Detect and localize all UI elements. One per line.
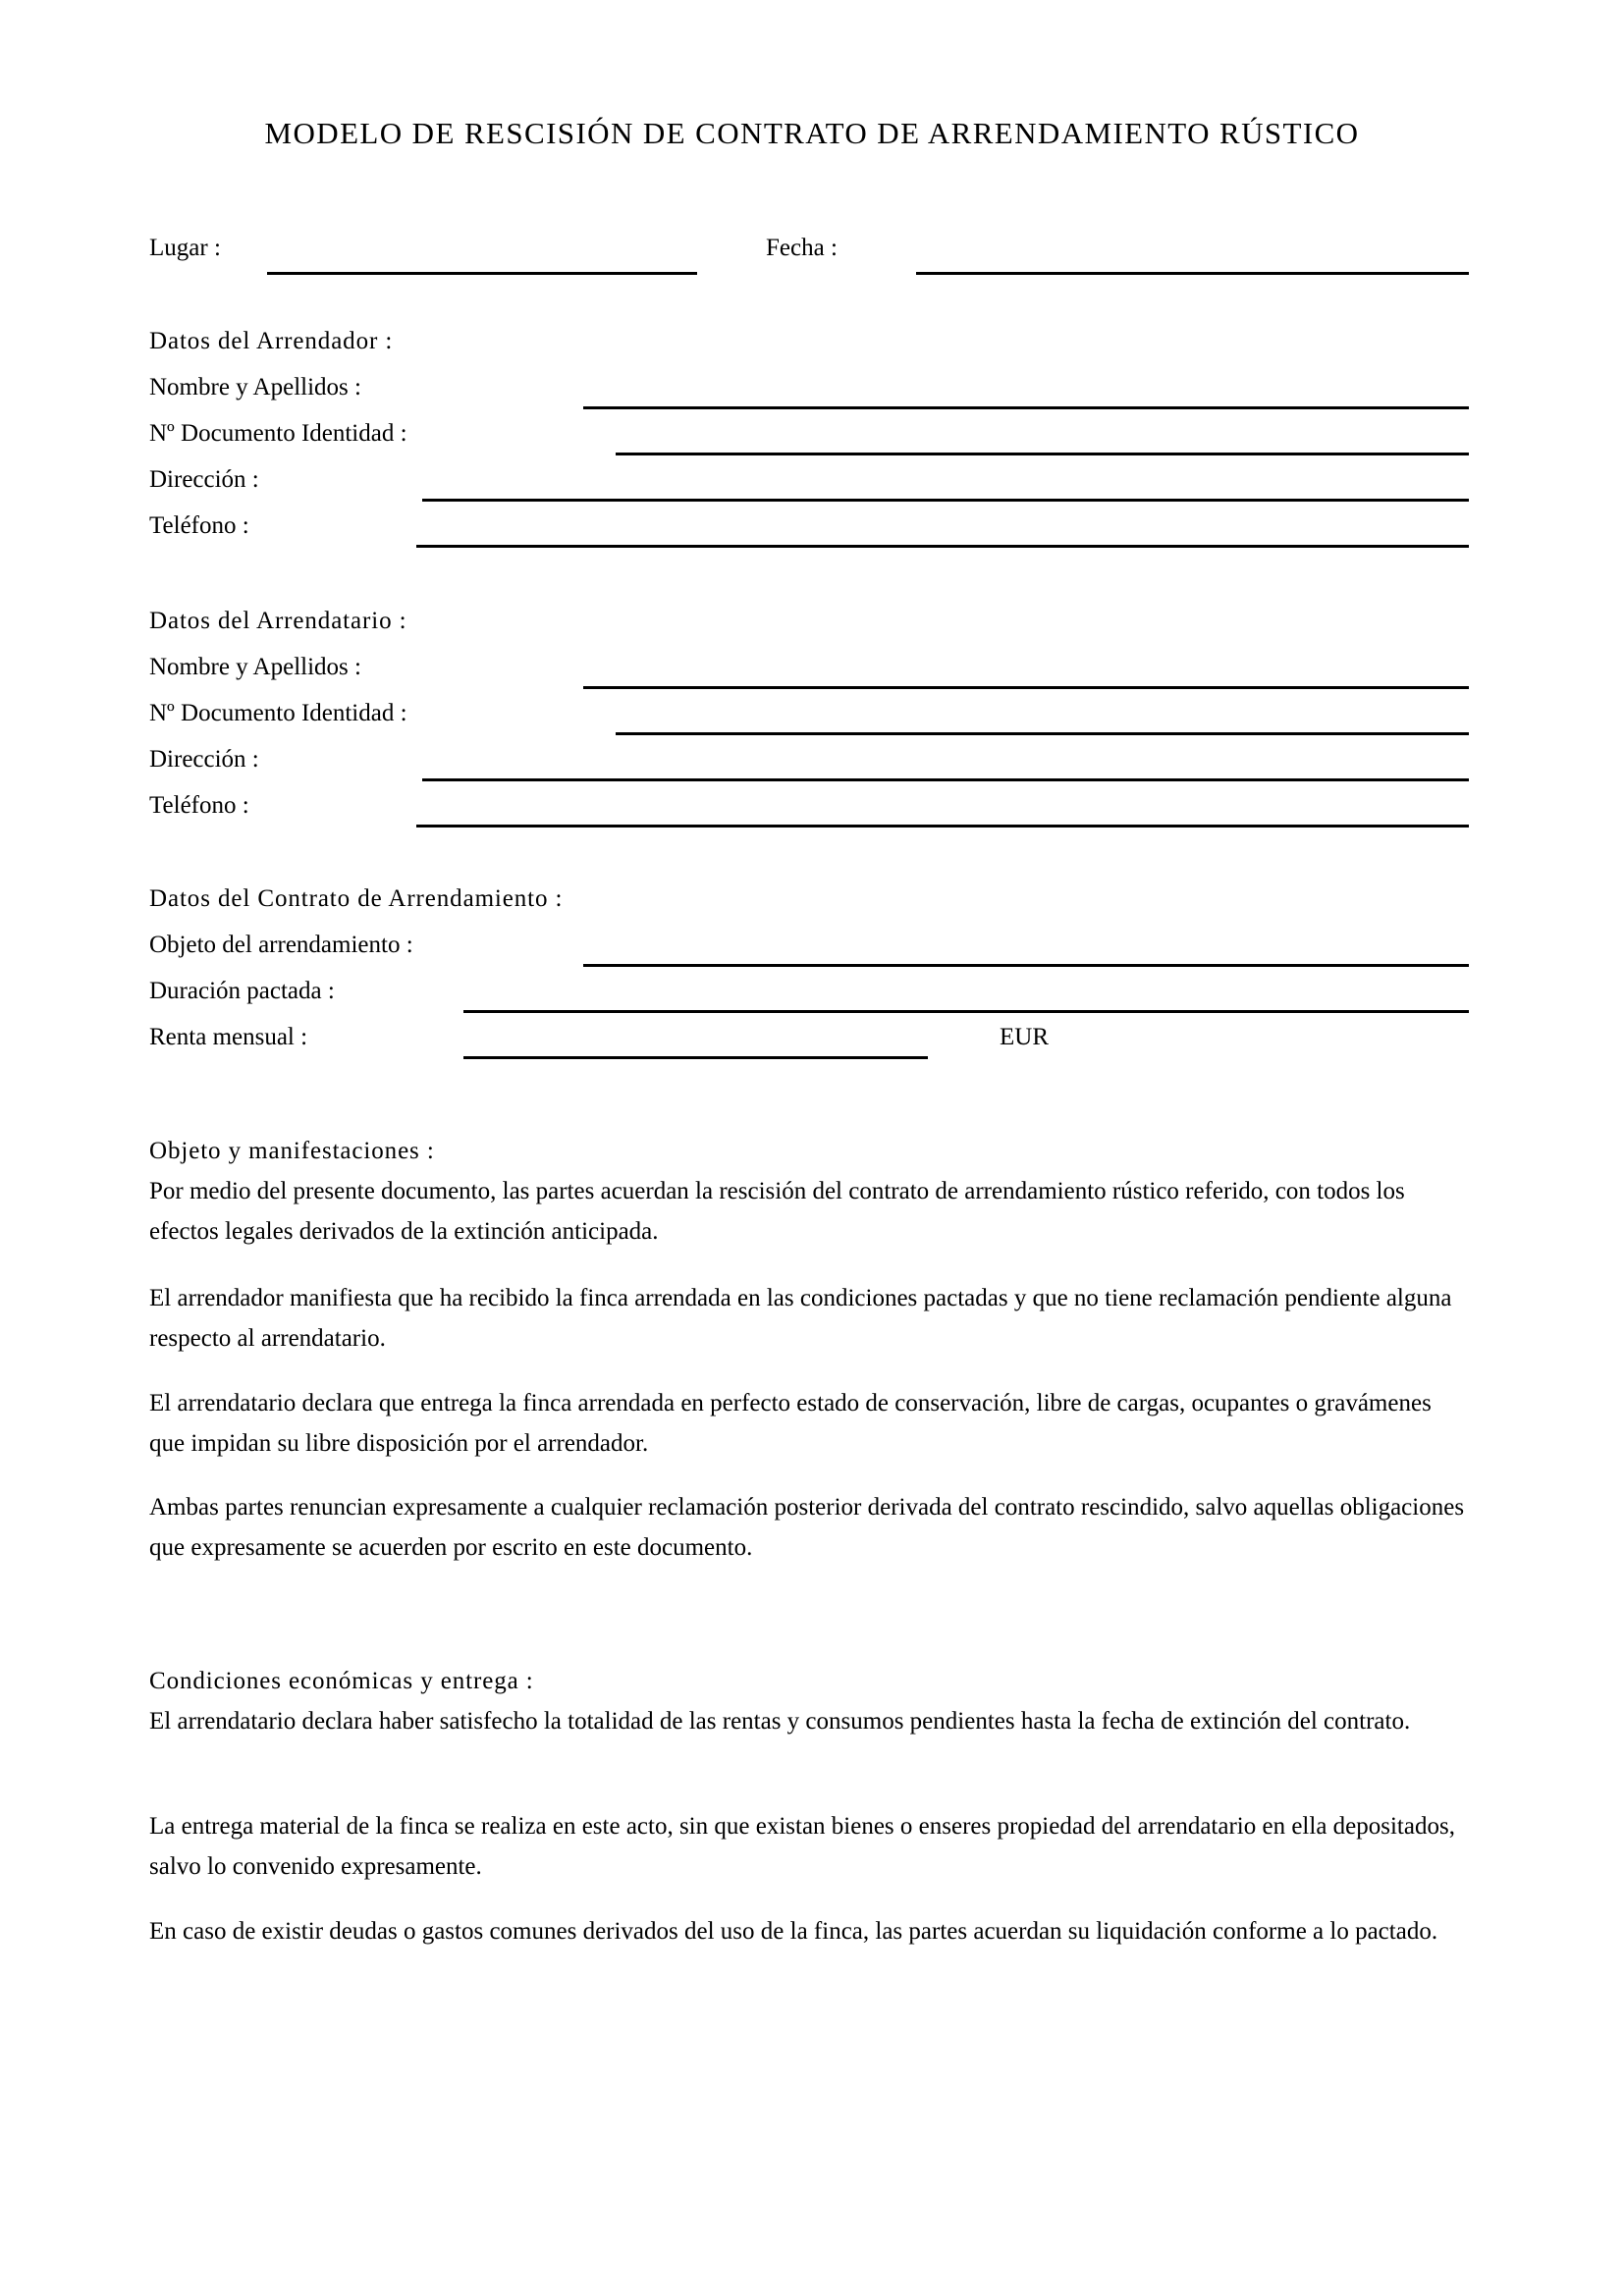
condiciones-paragraph-3: En caso de existir deudas o gastos comunes derivados del uso de la finca, las partes acuerdan su liquidación conforme a lo pactado. [149,1918,1438,1945]
objeto-paragraph-2: El arrendador manifiesta que ha recibido la finca arrendada en las condiciones pactadas y que no tiene reclamación pendiente alguna respecto al arrendatario. [149,1285,1452,1352]
contrato-section-heading: Datos del Contrato de Arrendamiento : [149,885,564,912]
contrato-renta-input-line[interactable] [463,1056,928,1059]
contrato-renta-currency: EUR [1000,1024,1049,1050]
fecha-input-line[interactable] [916,272,1469,275]
arrendatario-telefono-input-line[interactable] [416,825,1469,828]
arrendador-documento-label: Nº Documento Identidad : [149,420,407,447]
objeto-paragraph-1: Por medio del presente documento, las partes acuerdan la rescisión del contrato de arrendamiento rústico referido, con todos los efectos legales derivados de la extinción anticipada. [149,1178,1405,1245]
arrendatario-telefono-label: Teléfono : [149,792,249,819]
arrendatario-documento-label: Nº Documento Identidad : [149,700,407,726]
lugar-label: Lugar : [149,235,221,261]
objeto-paragraph-3: El arrendatario declara que entrega la finca arrendada en perfecto estado de conservación, libre de cargas, ocupantes o gravámenes que impidan su libre disposición por el arrendador. [149,1390,1432,1457]
arrendatario-documento-input-line[interactable] [616,732,1469,735]
condiciones-section-heading: Condiciones económicas y entrega : [149,1668,534,1694]
arrendador-nombre-input-line[interactable] [583,406,1469,409]
condiciones-paragraph-2: La entrega material de la finca se realiza en este acto, sin que existan bienes o enseres propiedad del arrendatario en ella depositados, salvo lo convenido expresamente. [149,1813,1455,1880]
arrendador-section-heading: Datos del Arrendador : [149,328,394,354]
contrato-objeto-label: Objeto del arrendamiento : [149,932,413,958]
lugar-input-line[interactable] [267,272,697,275]
contrato-duracion-input-line[interactable] [463,1010,1469,1013]
fecha-label: Fecha : [766,235,838,261]
arrendatario-nombre-label: Nombre y Apellidos : [149,654,361,680]
arrendador-documento-input-line[interactable] [616,453,1469,455]
condiciones-paragraph-1: El arrendatario declara haber satisfecho la totalidad de las rentas y consumos pendientes hasta la fecha de extinción del contrato. [149,1708,1411,1735]
arrendador-direccion-label: Dirección : [149,466,259,493]
objeto-paragraph-4: Ambas partes renuncian expresamente a cualquier reclamación posterior derivada del contrato rescindido, salvo aquellas obligaciones que expresamente se acuerden por escrito en este documento. [149,1494,1465,1561]
page-title: MODELO DE RESCISIÓN DE CONTRATO DE ARRENDAMIENTO RÚSTICO [264,116,1360,150]
arrendador-telefono-label: Teléfono : [149,512,249,539]
contrato-renta-label: Renta mensual : [149,1024,308,1050]
arrendador-direccion-input-line[interactable] [422,499,1469,502]
arrendatario-section-heading: Datos del Arrendatario : [149,608,407,634]
contrato-duracion-label: Duración pactada : [149,978,335,1004]
arrendatario-direccion-label: Dirección : [149,746,259,773]
arrendatario-nombre-input-line[interactable] [583,686,1469,689]
contrato-objeto-input-line[interactable] [583,964,1469,967]
arrendador-nombre-label: Nombre y Apellidos : [149,374,361,400]
objeto-section-heading: Objeto y manifestaciones : [149,1138,435,1164]
arrendatario-direccion-input-line[interactable] [422,778,1469,781]
arrendador-telefono-input-line[interactable] [416,545,1469,548]
